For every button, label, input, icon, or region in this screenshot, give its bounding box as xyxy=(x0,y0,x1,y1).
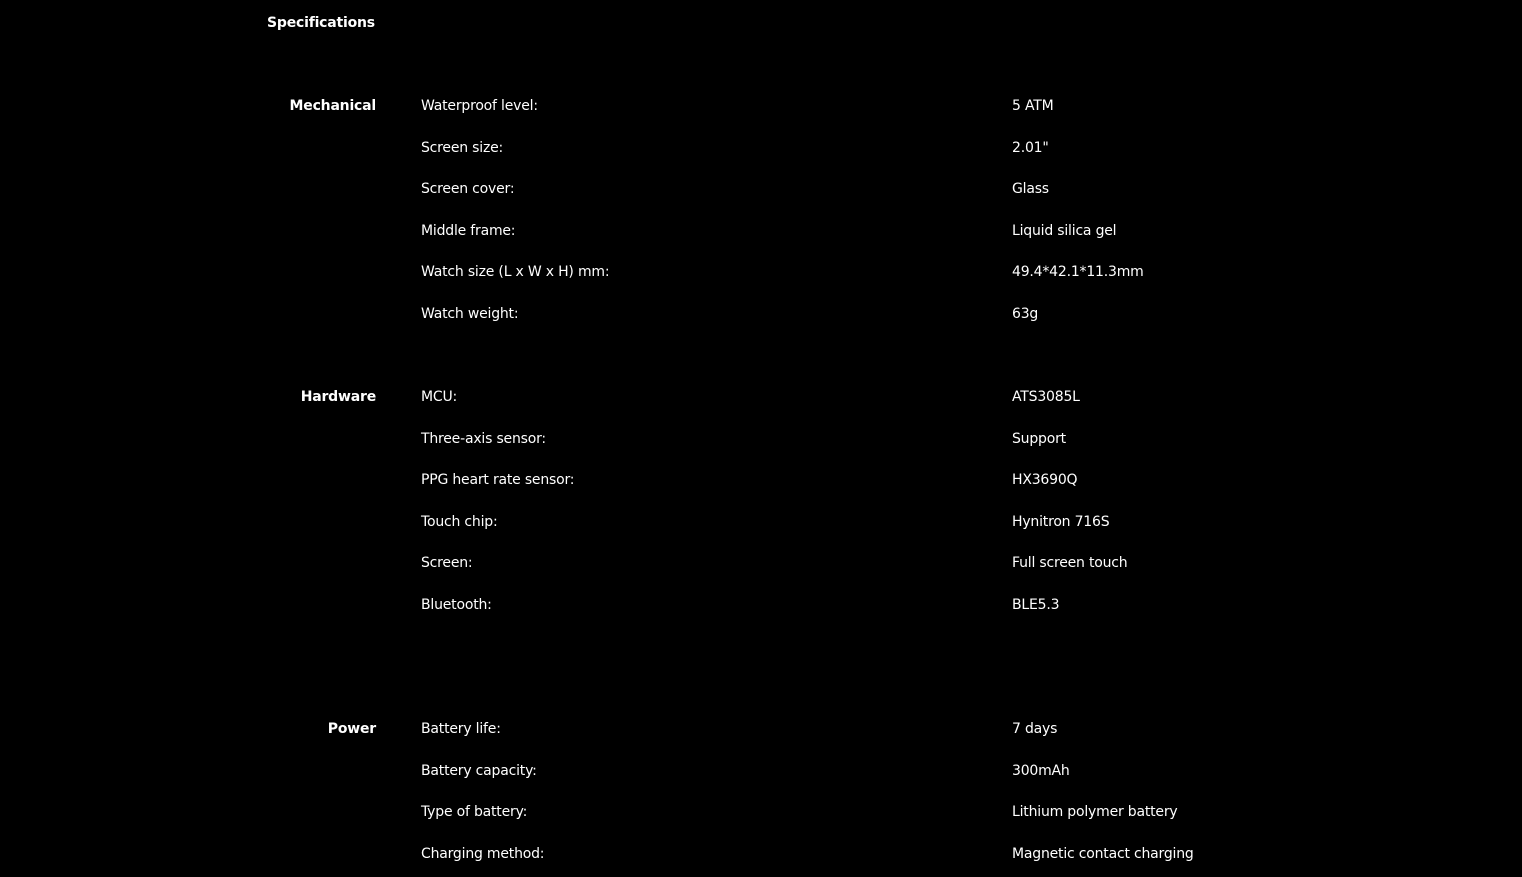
spec-key: Waterproof level: xyxy=(421,98,538,114)
spec-key: Battery life: xyxy=(421,721,501,737)
spec-row xyxy=(0,429,1522,449)
spec-row xyxy=(0,304,1522,324)
spec-row xyxy=(0,179,1522,199)
spec-row xyxy=(0,719,1522,739)
spec-value: Full screen touch xyxy=(1012,555,1128,571)
spec-row xyxy=(0,844,1522,864)
spec-value: Liquid silica gel xyxy=(1012,222,1117,239)
spec-key: Middle frame: xyxy=(421,222,516,239)
spec-row xyxy=(0,761,1522,781)
spec-row xyxy=(0,96,1522,116)
spec-value: 300mAh xyxy=(1012,762,1070,779)
spec-value: 7 days xyxy=(1012,721,1058,737)
spec-row xyxy=(0,802,1522,822)
spec-row xyxy=(0,138,1522,158)
spec-key: Battery capacity: xyxy=(421,762,537,779)
spec-value: 2.01" xyxy=(1012,139,1049,156)
spec-row xyxy=(0,470,1522,490)
spec-value: Hynitron 716S xyxy=(1012,513,1110,530)
spec-key: Type of battery: xyxy=(421,804,528,820)
spec-key: Screen cover: xyxy=(421,181,515,197)
spec-key: Screen: xyxy=(421,555,473,571)
spec-key: PPG heart rate sensor: xyxy=(421,472,575,488)
section-label-hardware: Hardware xyxy=(300,389,376,405)
section-label-power: Power xyxy=(327,721,376,737)
spec-value: Magnetic contact charging xyxy=(1012,845,1194,862)
spec-value: 49.4*42.1*11.3mm xyxy=(1012,264,1144,280)
spec-row xyxy=(0,221,1522,241)
spec-row xyxy=(0,512,1522,532)
spec-value: Support xyxy=(1012,430,1066,447)
spec-key: Touch chip: xyxy=(421,513,498,530)
spec-key: Three-axis sensor: xyxy=(421,430,546,447)
section-label-mechanical: Mechanical xyxy=(289,98,376,114)
spec-value: HX3690Q xyxy=(1012,472,1078,488)
spec-row xyxy=(0,553,1522,573)
spec-value: ATS3085L xyxy=(1012,389,1080,405)
spec-value: BLE5.3 xyxy=(1012,596,1060,613)
spec-key: MCU: xyxy=(421,389,458,405)
spec-value: 63g xyxy=(1012,305,1039,322)
spec-row xyxy=(0,262,1522,282)
spec-row xyxy=(0,387,1522,407)
spec-key: Charging method: xyxy=(421,845,545,862)
spec-key: Watch size (L x W x H) mm: xyxy=(421,264,610,280)
spec-key: Watch weight: xyxy=(421,305,519,322)
page-title: Specifications xyxy=(267,15,375,31)
spec-value: Lithium polymer battery xyxy=(1012,804,1178,820)
spec-row xyxy=(0,595,1522,615)
spec-value: 5 ATM xyxy=(1012,98,1054,114)
spec-key: Bluetooth: xyxy=(421,596,492,613)
spec-value: Glass xyxy=(1012,181,1049,197)
spec-key: Screen size: xyxy=(421,139,504,156)
